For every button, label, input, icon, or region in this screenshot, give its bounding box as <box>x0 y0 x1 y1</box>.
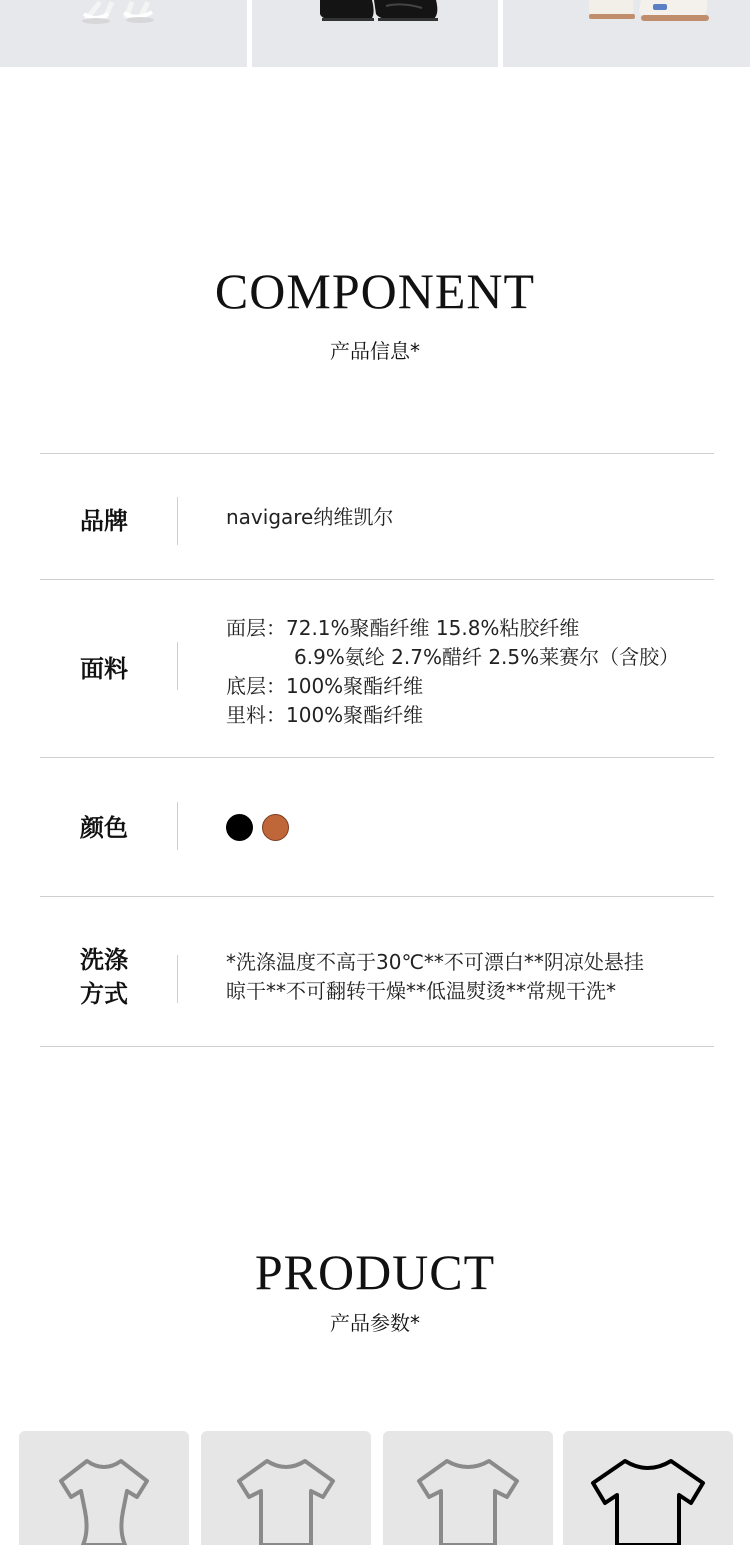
product-title: PRODUCT <box>254 1244 496 1300</box>
fit-card-loose[interactable] <box>563 1431 733 1545</box>
tshirt-loose-icon <box>563 1431 733 1545</box>
washing-text-line1: *洗涤温度不高于30℃**不可漂白**阴凉处悬挂 <box>226 950 644 974</box>
row-separator <box>177 802 178 850</box>
table-divider <box>40 1046 714 1047</box>
loafers-photo[interactable] <box>252 0 498 67</box>
component-subtitle: 产品信息* <box>330 339 420 363</box>
fabric-line-outer-cont: 6.9%氨纶 2.7%醋纤 2.5%莱赛尔（含胶） <box>294 645 680 669</box>
sneaker-image <box>503 0 750 67</box>
table-divider <box>40 453 714 454</box>
sandal-image <box>0 0 247 67</box>
fit-card-slim[interactable] <box>201 1431 371 1545</box>
brand-label: 品牌 <box>80 507 128 535</box>
row-separator <box>177 642 178 690</box>
row-separator <box>177 497 178 545</box>
color-label: 颜色 <box>80 814 128 842</box>
fabric-label: 面料 <box>80 655 128 683</box>
brand-value: navigare纳维凯尔 <box>226 505 394 529</box>
table-divider <box>40 579 714 580</box>
washing-label-line2: 方式 <box>80 980 128 1008</box>
tshirt-slim-icon <box>201 1431 371 1545</box>
color-swatch-caramel[interactable] <box>262 814 289 841</box>
fit-card-tight[interactable] <box>19 1431 189 1545</box>
fit-card-regular[interactable] <box>383 1431 553 1545</box>
table-divider <box>40 896 714 897</box>
tshirt-tight-icon <box>19 1431 189 1545</box>
washing-label-line1: 洗涤 <box>80 946 128 974</box>
color-swatch-black[interactable] <box>226 814 253 841</box>
table-divider <box>40 757 714 758</box>
sneakers-photo[interactable] <box>503 0 750 67</box>
loafer-image <box>252 0 498 67</box>
tshirt-regular-icon <box>383 1431 553 1545</box>
washing-text-line2: 晾干**不可翻转干燥**低温熨烫**常规干洗* <box>226 979 616 1003</box>
sandals-photo[interactable] <box>0 0 247 67</box>
fabric-line-lining: 里料：100%聚酯纤维 <box>226 703 424 727</box>
row-separator <box>177 955 178 1003</box>
product-photo-strip <box>0 0 750 67</box>
fabric-line-outer: 面层：72.1%聚酯纤维 15.8%粘胶纤维 <box>226 616 580 640</box>
product-subtitle: 产品参数* <box>330 1311 420 1335</box>
component-title: COMPONENT <box>214 263 536 319</box>
fabric-line-base: 底层：100%聚酯纤维 <box>226 674 424 698</box>
